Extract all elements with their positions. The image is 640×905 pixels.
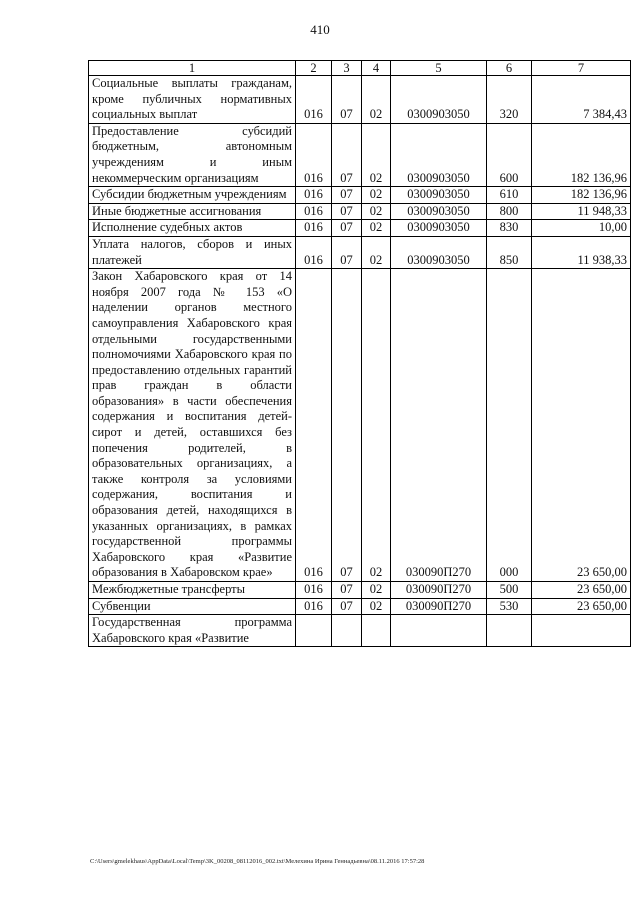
- cell-expense-type: 600: [487, 123, 532, 186]
- table-row: [89, 123, 631, 186]
- cell-expense-type: 000: [487, 269, 532, 582]
- cell-section: 07: [332, 203, 362, 220]
- cell-expense-type: 530: [487, 598, 532, 615]
- table-header-row: [89, 61, 631, 76]
- cell-expense-type: [487, 615, 532, 647]
- cell-ministry-code: 016: [296, 76, 332, 124]
- row-name: Государственная программа Хабаровского края «Развитие: [89, 615, 296, 647]
- cell-subsection: [362, 615, 391, 647]
- row-name: Субсидии бюджетным учреждениям: [89, 187, 296, 204]
- column-header: 7: [532, 61, 631, 76]
- column-header: 2: [296, 61, 332, 76]
- cell-amount: 11 948,33: [532, 203, 631, 220]
- cell-expense-type: 800: [487, 203, 532, 220]
- cell-subsection: 02: [362, 203, 391, 220]
- cell-subsection: 02: [362, 220, 391, 237]
- cell-section: 07: [332, 76, 362, 124]
- table-row: [89, 615, 631, 647]
- cell-ministry-code: 016: [296, 203, 332, 220]
- cell-subsection: 02: [362, 236, 391, 268]
- column-header: 4: [362, 61, 391, 76]
- cell-ministry-code: 016: [296, 187, 332, 204]
- cell-amount: 11 938,33: [532, 236, 631, 268]
- cell-amount: 23 650,00: [532, 582, 631, 599]
- budget-table: [88, 60, 631, 647]
- cell-section: 07: [332, 236, 362, 268]
- row-name: Социальные выплаты гражданам, кроме публичных нормативных социальных выплат: [89, 76, 296, 124]
- cell-amount: 7 384,43: [532, 76, 631, 124]
- cell-target-article: 030090П270: [391, 582, 487, 599]
- cell-subsection: 02: [362, 76, 391, 124]
- cell-target-article: 0300903050: [391, 236, 487, 268]
- cell-section: 07: [332, 582, 362, 599]
- table-row: [89, 269, 631, 582]
- cell-section: 07: [332, 598, 362, 615]
- cell-target-article: 0300903050: [391, 76, 487, 124]
- cell-amount: 182 136,96: [532, 123, 631, 186]
- column-header: 5: [391, 61, 487, 76]
- table-row: [89, 582, 631, 599]
- cell-amount: 23 650,00: [532, 269, 631, 582]
- cell-section: [332, 615, 362, 647]
- cell-target-article: 0300903050: [391, 220, 487, 237]
- table-row: [89, 220, 631, 237]
- cell-subsection: 02: [362, 123, 391, 186]
- cell-target-article: 0300903050: [391, 123, 487, 186]
- cell-ministry-code: 016: [296, 123, 332, 186]
- cell-expense-type: 850: [487, 236, 532, 268]
- cell-ministry-code: [296, 615, 332, 647]
- table-row: [89, 203, 631, 220]
- table-row: [89, 76, 631, 124]
- cell-target-article: 0300903050: [391, 187, 487, 204]
- table-row: [89, 187, 631, 204]
- cell-expense-type: 320: [487, 76, 532, 124]
- cell-target-article: 0300903050: [391, 203, 487, 220]
- row-name: Уплата налогов, сборов и иных платежей: [89, 236, 296, 268]
- table-row: [89, 598, 631, 615]
- cell-amount: [532, 615, 631, 647]
- column-header: 3: [332, 61, 362, 76]
- cell-subsection: 02: [362, 582, 391, 599]
- cell-target-article: [391, 615, 487, 647]
- cell-section: 07: [332, 220, 362, 237]
- column-header: 1: [89, 61, 296, 76]
- cell-ministry-code: 016: [296, 598, 332, 615]
- cell-subsection: 02: [362, 598, 391, 615]
- row-name: Предоставление субсидий бюджетным, автономным учреждениям и иным некоммерческим организациям: [89, 123, 296, 186]
- row-name: Межбюджетные трансферты: [89, 582, 296, 599]
- cell-amount: 23 650,00: [532, 598, 631, 615]
- cell-target-article: 030090П270: [391, 598, 487, 615]
- cell-section: 07: [332, 123, 362, 186]
- cell-subsection: 02: [362, 269, 391, 582]
- cell-ministry-code: 016: [296, 269, 332, 582]
- row-name: Иные бюджетные ассигнования: [89, 203, 296, 220]
- column-header: 6: [487, 61, 532, 76]
- cell-subsection: 02: [362, 187, 391, 204]
- cell-amount: 10,00: [532, 220, 631, 237]
- cell-expense-type: 500: [487, 582, 532, 599]
- cell-amount: 182 136,96: [532, 187, 631, 204]
- row-name: Субвенции: [89, 598, 296, 615]
- cell-expense-type: 610: [487, 187, 532, 204]
- cell-ministry-code: 016: [296, 582, 332, 599]
- row-name: Исполнение судебных актов: [89, 220, 296, 237]
- cell-target-article: 030090П270: [391, 269, 487, 582]
- cell-section: 07: [332, 269, 362, 582]
- page-number: 410: [310, 22, 330, 37]
- table-row: [89, 236, 631, 268]
- cell-expense-type: 830: [487, 220, 532, 237]
- row-name: Закон Хабаровского края от 14 ноября 2007 года № 153 «О наделении органов местного самоуправления Хабаровского края отдельными государственными полномочиями Хабаровского края по предоставлению отдельных гарантий прав граждан в области образования» в части обеспечения содержания и воспитания детей-сирот и детей, оставшихся без попечения родителей, в образовательных организациях, а также контроля за условиями содержания, воспитания и образования детей, находящихся в указанных организациях, в рамках государственной программы Хабаровского края «Развитие образования в Хабаровском крае»: [89, 269, 296, 582]
- cell-ministry-code: 016: [296, 236, 332, 268]
- cell-ministry-code: 016: [296, 220, 332, 237]
- document-path-footer: C:\Users\gmelekhaus\AppData\Local\Temp\3K_00208_08112016_002.txt\Мелехина Ирина Геннадьевна\08.11.2016 17:57:28: [90, 858, 425, 865]
- cell-section: 07: [332, 187, 362, 204]
